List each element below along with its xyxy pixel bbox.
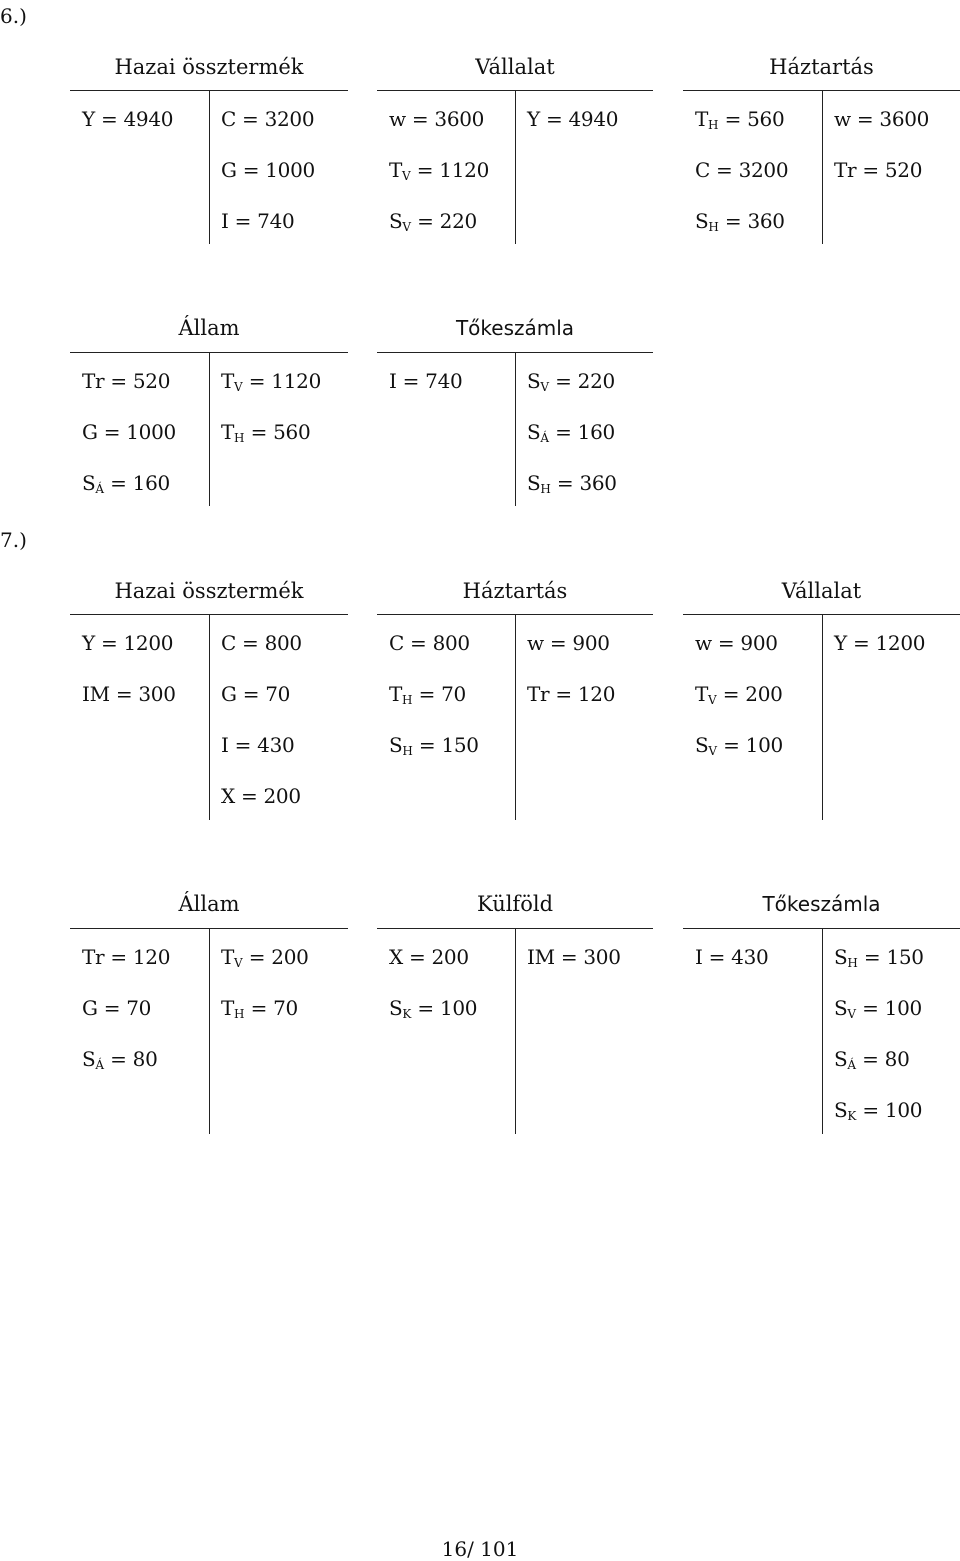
entry-text: I = 430 [221, 733, 295, 757]
entry-subscript: H [540, 482, 551, 496]
entry-value: = 160 [104, 471, 170, 495]
account-title-hazai-ossztermek: Hazai össztermék [114, 55, 304, 79]
entry-symbol: T [221, 369, 235, 393]
entry-symbol: S [834, 945, 848, 969]
entry-text: Tr = 520 [82, 369, 171, 393]
entry-subscript: V [708, 744, 718, 758]
entry-value: = 360 [550, 471, 617, 495]
entry-subscript: K [402, 1007, 412, 1021]
debit-entry [82, 1047, 158, 1074]
credit-entry [221, 784, 301, 808]
entry-subscript: Á [540, 431, 550, 445]
credit-entry [527, 369, 615, 396]
account-title-vallalat: Vállalat [781, 579, 862, 603]
entry-symbol: S [527, 369, 541, 393]
entry-text: X = 200 [389, 945, 469, 969]
credit-entry [527, 945, 621, 969]
debit-entry [389, 945, 469, 969]
entry-symbol: S [695, 733, 709, 757]
debit-entry [695, 945, 768, 969]
entry-value: = 160 [549, 420, 615, 444]
entry-value: = 70 [412, 682, 466, 706]
entry-subscript: V [540, 380, 550, 394]
t-account-vertical-rule [209, 352, 210, 506]
entry-text: IM = 300 [527, 945, 621, 969]
credit-entry [221, 996, 298, 1023]
credit-entry [834, 107, 929, 131]
debit-entry [695, 682, 783, 709]
credit-entry [221, 631, 302, 655]
entry-symbol: T [695, 107, 709, 131]
entry-text: I = 740 [389, 369, 463, 393]
credit-entry [834, 631, 925, 655]
t-account-vertical-rule [822, 90, 823, 244]
debit-entry [389, 733, 479, 760]
credit-entry [527, 471, 617, 498]
entry-symbol: S [389, 733, 403, 757]
entry-value: = 220 [549, 369, 615, 393]
credit-entry [527, 107, 618, 131]
entry-value: = 70 [244, 996, 298, 1020]
debit-entry [82, 471, 170, 498]
entry-value: = 1120 [242, 369, 321, 393]
t-account-vertical-rule [515, 90, 516, 244]
debit-entry [389, 682, 466, 709]
entry-text: IM = 300 [82, 682, 176, 706]
credit-entry [834, 1098, 922, 1125]
entry-subscript: H [402, 693, 413, 707]
entry-value: = 100 [411, 996, 478, 1020]
credit-entry [221, 733, 294, 757]
debit-entry [82, 682, 176, 706]
entry-text: Tr = 120 [82, 945, 171, 969]
exercise-6-heading: 6.) [0, 4, 27, 28]
entry-subscript: K [847, 1109, 857, 1123]
debit-entry [695, 107, 784, 134]
entry-text: Tr = 520 [834, 158, 923, 182]
entry-value: = 150 [412, 733, 479, 757]
entry-value: = 1120 [410, 158, 489, 182]
page-number: 16/ 101 [441, 1537, 519, 1561]
account-title-tokeszamla: Tőkeszámla [762, 892, 881, 916]
entry-text: Y = 4940 [527, 107, 619, 131]
entry-text: w = 3600 [389, 107, 485, 131]
credit-entry [834, 996, 922, 1023]
entry-text: I = 430 [695, 945, 769, 969]
entry-symbol: S [527, 471, 541, 495]
entry-subscript: Á [95, 1058, 105, 1072]
entry-text: C = 3200 [695, 158, 789, 182]
t-account-vertical-rule [822, 928, 823, 1134]
credit-entry [527, 420, 615, 447]
credit-entry [834, 158, 922, 182]
t-account-vertical-rule [515, 614, 516, 820]
account-title-haztartas: Háztartás [462, 579, 568, 603]
entry-subscript: V [708, 693, 717, 707]
credit-entry [221, 682, 290, 706]
entry-symbol: T [695, 682, 709, 706]
entry-text: C = 800 [389, 631, 470, 655]
entry-symbol: T [221, 945, 235, 969]
debit-entry [389, 996, 477, 1023]
entry-value: = 560 [244, 420, 311, 444]
entry-subscript: H [234, 1007, 245, 1021]
debit-entry [695, 631, 778, 655]
entry-subscript: Á [95, 482, 105, 496]
account-title-vallalat: Vállalat [475, 55, 555, 79]
entry-subscript: H [708, 220, 719, 234]
entry-text: Y = 1200 [82, 631, 174, 655]
debit-entry [389, 158, 489, 185]
entry-text: C = 3200 [221, 107, 315, 131]
entry-text: w = 900 [695, 631, 778, 655]
entry-subscript: V [402, 169, 411, 183]
debit-entry [695, 158, 788, 182]
entry-symbol: S [834, 996, 848, 1020]
entry-subscript: V [234, 956, 243, 970]
credit-entry [221, 107, 314, 131]
entry-symbol: S [527, 420, 541, 444]
entry-text: Y = 1200 [834, 631, 926, 655]
entry-symbol: T [389, 158, 403, 182]
entry-subscript: H [708, 118, 719, 132]
account-title-kulfold: Külföld [476, 892, 554, 916]
entry-value: = 360 [718, 209, 785, 233]
entry-value: = 560 [718, 107, 785, 131]
credit-entry [834, 1047, 910, 1074]
debit-entry [82, 369, 170, 393]
entry-subscript: V [402, 220, 412, 234]
entry-symbol: T [221, 996, 235, 1020]
entry-text: X = 200 [221, 784, 301, 808]
entry-value: = 200 [716, 682, 783, 706]
entry-symbol: S [695, 209, 709, 233]
entry-symbol: S [834, 1098, 848, 1122]
t-account-vertical-rule [515, 352, 516, 506]
entry-subscript: H [402, 744, 413, 758]
account-title-haztartas: Háztartás [769, 55, 874, 79]
entry-text: w = 900 [527, 631, 610, 655]
account-title-allam: Állam [178, 316, 240, 340]
account-title-hazai-ossztermek: Hazai össztermék [114, 579, 304, 603]
entry-text: C = 800 [221, 631, 302, 655]
credit-entry [221, 209, 294, 233]
entry-subscript: H [847, 956, 858, 970]
entry-symbol: S [389, 209, 403, 233]
debit-entry [82, 420, 176, 444]
entry-subscript: V [847, 1007, 857, 1021]
t-account-vertical-rule [515, 928, 516, 1134]
debit-entry [82, 631, 173, 655]
credit-entry [221, 420, 310, 447]
credit-entry [221, 945, 309, 972]
debit-entry [389, 209, 477, 236]
entry-symbol: T [221, 420, 235, 444]
entry-value: = 80 [104, 1047, 158, 1071]
account-title-tokeszamla: Tőkeszámla [455, 316, 575, 340]
entry-text: w = 3600 [834, 107, 930, 131]
debit-entry [82, 945, 170, 969]
entry-subscript: H [234, 431, 245, 445]
entry-symbol: S [82, 1047, 96, 1071]
entry-symbol: S [389, 996, 403, 1020]
entry-text: G = 70 [82, 996, 152, 1020]
entry-text: G = 1000 [82, 420, 176, 444]
entry-value: = 150 [857, 945, 924, 969]
entry-text: I = 740 [221, 209, 295, 233]
debit-entry [389, 107, 484, 131]
entry-value: = 100 [856, 996, 922, 1020]
entry-text: G = 1000 [221, 158, 315, 182]
debit-entry [695, 733, 783, 760]
credit-entry [834, 945, 924, 972]
entry-subscript: V [234, 380, 243, 394]
entry-value: = 100 [717, 733, 783, 757]
entry-value: = 80 [856, 1047, 910, 1071]
entry-value: = 220 [411, 209, 477, 233]
entry-value: = 200 [242, 945, 309, 969]
entry-symbol: S [82, 471, 96, 495]
entry-text: Tr = 120 [527, 682, 616, 706]
exercise-7-heading: 7.) [0, 528, 27, 552]
debit-entry [389, 631, 470, 655]
debit-entry [82, 107, 173, 131]
entry-value: = 100 [856, 1098, 923, 1122]
debit-entry [82, 996, 151, 1020]
entry-text: G = 70 [221, 682, 291, 706]
entry-text: Y = 4940 [82, 107, 174, 131]
credit-entry [527, 682, 615, 706]
t-account-vertical-rule [209, 928, 210, 1134]
t-account-vertical-rule [209, 614, 210, 820]
account-title-allam: Állam [178, 892, 240, 916]
t-account-vertical-rule [822, 614, 823, 820]
entry-symbol: S [834, 1047, 848, 1071]
debit-entry [695, 209, 785, 236]
credit-entry [221, 369, 321, 396]
credit-entry [527, 631, 610, 655]
credit-entry [221, 158, 315, 182]
entry-subscript: Á [847, 1058, 857, 1072]
entry-symbol: T [389, 682, 403, 706]
debit-entry [389, 369, 462, 393]
t-account-vertical-rule [209, 90, 210, 244]
